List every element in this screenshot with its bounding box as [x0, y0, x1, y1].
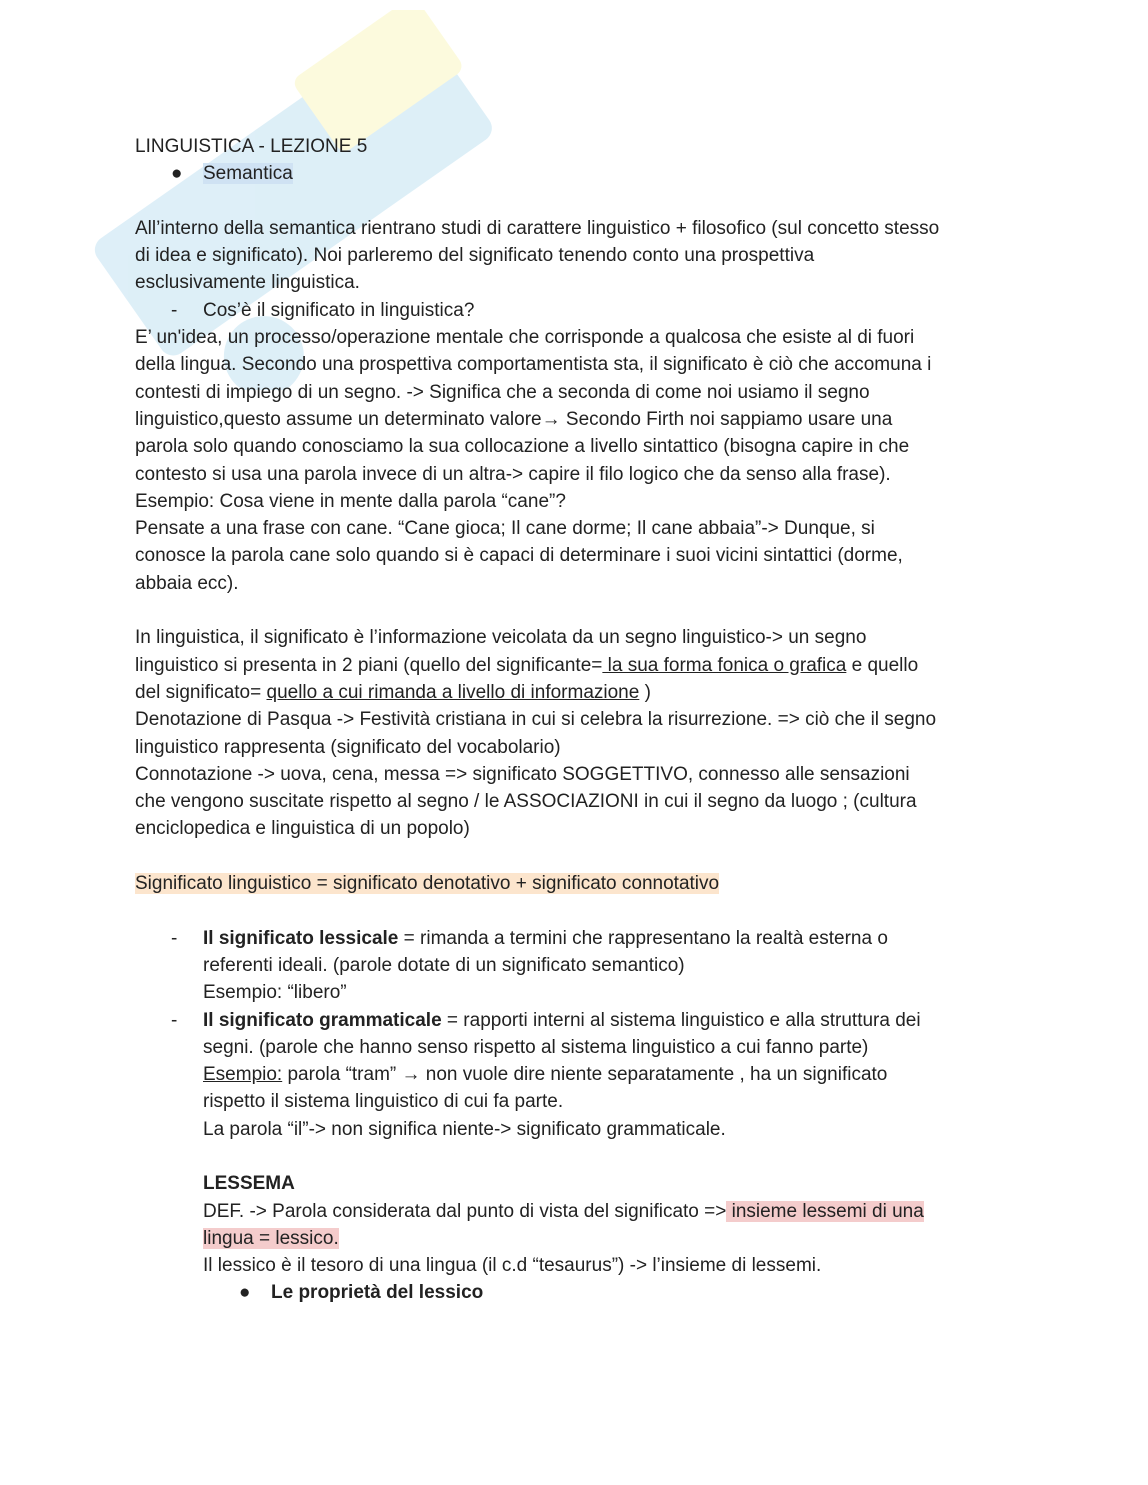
formula-line	[135, 870, 1015, 897]
para3-line	[135, 679, 1015, 706]
underlined-text: Esempio:	[203, 1064, 283, 1086]
text-run: linguistico si presenta in 2 piani (quello del significante=	[135, 654, 603, 676]
spacer	[135, 897, 1015, 924]
text-run: = rimanda a termini che rappresentano la realtà esterna o	[398, 927, 888, 949]
highlighted-text: insieme lessemi di una	[726, 1200, 924, 1222]
para3-line: Denotazione di Pasqua -> Festività cristiana in cui si celebra la risurrezione. => ciò che il segno	[135, 709, 937, 731]
heading-text: LESSEMA	[203, 1173, 295, 1195]
text-run: e quello	[846, 654, 919, 676]
text-run: del significato=	[135, 681, 267, 703]
dash-icon: -	[171, 1009, 178, 1031]
para1-line: All’interno della semantica rientrano studi di carattere linguistico + filosofico (sul concetto stesso	[135, 217, 940, 239]
spacer	[135, 1143, 1015, 1170]
para2-line: Esempio: Cosa viene in mente dalla parola “cane”?	[135, 490, 566, 512]
para2-line: Pensate a una frase con cane. “Cane gioca; Il cane dorme; Il cane abbaia”-> Dunque, si	[135, 518, 875, 540]
dash-question	[135, 297, 1015, 324]
semantica-label: Semantica	[203, 163, 293, 185]
lessicale-term: Il significato lessicale	[203, 927, 399, 949]
text-run: parola “tram” → non vuole dire niente separatamente , ha un significato	[282, 1064, 888, 1086]
lessicale-line: Esempio: “libero”	[203, 982, 347, 1004]
document-content	[135, 133, 1015, 1307]
grammaticale-term: Il significato grammaticale	[203, 1009, 442, 1031]
dash-icon: -	[171, 927, 178, 949]
text-run: = rapporti interni al sistema linguistico e alla struttura dei	[441, 1009, 921, 1031]
bullet-proprieta	[135, 1279, 1015, 1306]
lessema-line: Il lessico è il tesoro di una lingua (il c.d “tesaurus”) -> l’insieme di lessemi.	[203, 1255, 822, 1277]
grammaticale-line	[135, 1061, 1015, 1088]
grammaticale-line: rispetto il sistema linguistico di cui fa parte.	[203, 1091, 564, 1113]
grammaticale-line: segni. (parole che hanno senso rispetto al sistema linguistico a cui fanno parte)	[203, 1036, 869, 1058]
text-run: DEF. -> Parola considerata dal punto di vista del significato =>	[203, 1200, 727, 1222]
para2-line: E’ un'idea, un processo/operazione mentale che corrisponde a qualcosa che esiste al di fuori	[135, 327, 915, 349]
underlined-text: la sua forma fonica o grafica	[602, 654, 847, 676]
para3-line: Connotazione -> uova, cena, messa => significato SOGGETTIVO, connesso alle sensazioni	[135, 763, 910, 785]
para2-line: abbaia ecc).	[135, 572, 239, 594]
para1-line: di idea e significato). Noi parleremo del significato tenendo conto una prospettiva	[135, 245, 815, 267]
lessicale-line: referenti ideali. (parole dotate di un significato semantico)	[203, 954, 685, 976]
bullet-icon: ●	[171, 163, 183, 185]
para2-line: conosce la parola cane solo quando si è capaci di determinare i suoi vicini sintattici (dorme,	[135, 545, 903, 567]
para3-line	[135, 652, 1015, 679]
para3-line: enciclopedica e linguistica di un popolo)	[135, 818, 470, 840]
lessema-line	[135, 1198, 1015, 1225]
para1-line: esclusivamente linguistica.	[135, 272, 360, 294]
page-title: LINGUISTICA - LEZIONE 5	[135, 136, 368, 157]
lessicale-item	[135, 925, 1015, 952]
lessema-heading	[135, 1170, 1015, 1197]
underlined-text: quello a cui rimanda a livello di informazione	[266, 681, 640, 703]
para2-line: contesto si usa una parola invece di un altra-> capire il filo logico che da senso alla frase).	[135, 463, 891, 485]
para2-line: linguistico,questo assume un determinato valore→ Secondo Firth noi sappiamo usare una	[135, 408, 893, 430]
grammaticale-item	[135, 1007, 1015, 1034]
para3-line: In linguistica, il significato è l’informazione veicolata da un segno linguistico-> un segno	[135, 627, 867, 649]
spacer	[135, 597, 1015, 624]
para2-line: parola solo quando conosciamo la sua collocazione a livello sintattico (bisogna capire in che	[135, 436, 910, 458]
highlighted-text: lingua = lessico.	[203, 1227, 339, 1249]
para3-line: che vengono suscitate rispetto al segno / le ASSOCIAZIONI in cui il segno da luogo ; (cultura	[135, 791, 917, 813]
question-text: Cos’è il significato in linguistica?	[203, 299, 475, 321]
dash-icon: -	[171, 299, 178, 321]
bullet-semantica	[135, 160, 1015, 187]
proprieta-label: Le proprietà del lessico	[271, 1282, 484, 1304]
lessema-line	[135, 1225, 1015, 1252]
bullet-icon: ●	[239, 1282, 251, 1304]
grammaticale-line: La parola “il”-> non significa niente-> significato grammaticale.	[203, 1118, 726, 1140]
text-run: )	[639, 681, 651, 703]
para3-line: linguistico rappresenta (significato del vocabolario)	[135, 736, 561, 758]
spacer	[135, 188, 1015, 215]
para2-line: contesti di impiego di un segno. -> Significa che a seconda di come noi usiamo il segno	[135, 381, 870, 403]
spacer	[135, 843, 1015, 870]
para2-line: della lingua. Secondo una prospettiva comportamentista sta, il significato è ciò che accomuna i	[135, 354, 932, 376]
highlighted-formula: Significato linguistico = significato denotativo + significato connotativo	[135, 873, 720, 895]
